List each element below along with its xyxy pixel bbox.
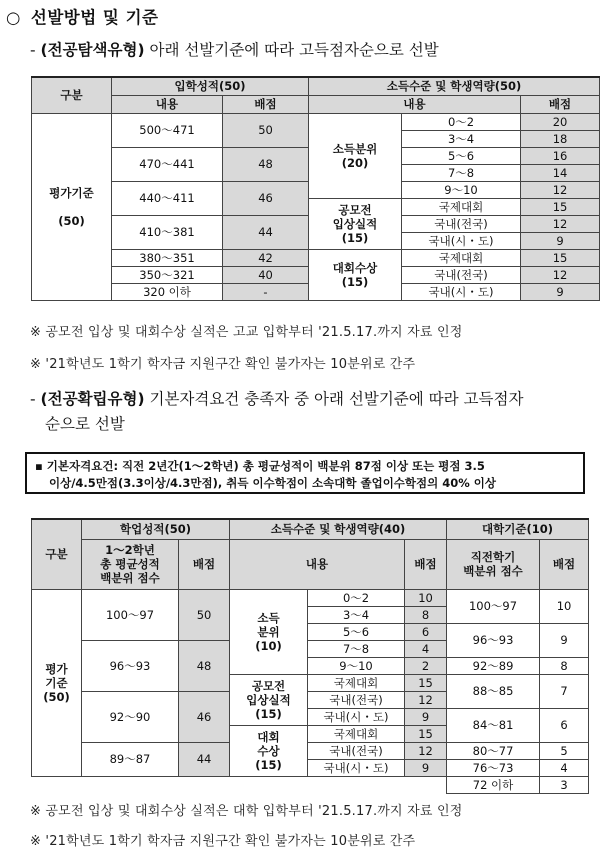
table-cell: 92～90 xyxy=(82,691,179,742)
contest-label: 공모전 입상실적 (15) xyxy=(309,198,402,249)
table-cell: 10 xyxy=(405,589,447,606)
table-cell: 6 xyxy=(405,623,447,640)
table-cell: 12 xyxy=(405,691,447,708)
table-cell: 89～87 xyxy=(82,742,179,776)
table-cell: 20 xyxy=(521,113,600,130)
table-cell: 3～4 xyxy=(308,606,405,623)
content-header: 내용 xyxy=(230,539,405,589)
table-cell: 48 xyxy=(223,147,309,181)
type2-criteria-table xyxy=(31,518,589,794)
income-header: 소득수준 및 학생역량(40) xyxy=(230,519,447,539)
income-header: 소득수준 및 학생역량(50) xyxy=(309,77,600,95)
row-label: 평가 기준 (50) xyxy=(32,589,82,776)
table-cell: 4 xyxy=(405,640,447,657)
table-cell: 3～4 xyxy=(402,130,521,147)
table-cell: 2 xyxy=(405,657,447,674)
table-cell: 44 xyxy=(179,742,230,776)
table-cell: 9 xyxy=(521,232,600,249)
table-cell: 88～85 xyxy=(447,674,540,708)
type1-note-1: ※ 공모전 입상 및 대회수상 실적은 고교 입학부터 '21.5.17.까지 자료 인정 xyxy=(30,325,463,340)
dash: - xyxy=(30,390,36,408)
grade-header: 학업성적(50) xyxy=(82,519,230,539)
table-cell: 0～2 xyxy=(402,113,521,130)
table-cell: 4 xyxy=(540,759,589,776)
table-cell: 국내(전국) xyxy=(308,691,405,708)
table-cell: 18 xyxy=(521,130,600,147)
type2-note-1: ※ 공모전 입상 및 대회수상 실적은 대학 입학부터 '21.5.17.까지 자료 인정 xyxy=(30,804,463,819)
table-cell: 15 xyxy=(405,725,447,742)
table-cell: 16 xyxy=(521,147,600,164)
table-cell: 7～8 xyxy=(402,164,521,181)
table-cell: 15 xyxy=(521,249,600,266)
award-label: 대회 수상 (15) xyxy=(230,725,308,776)
type2-description xyxy=(30,386,523,412)
table-cell: 국내(시・도) xyxy=(308,708,405,725)
score-header: 배점 xyxy=(540,539,589,589)
type2-name: (전공확립유형) xyxy=(40,390,145,408)
table-cell: 12 xyxy=(521,266,600,283)
type2-desc-line2: 순으로 선발 xyxy=(45,415,125,433)
table-cell: 국내(전국) xyxy=(308,742,405,759)
table-cell: 380～351 xyxy=(112,249,223,266)
type2-desc-line1: 기본자격요건 충족자 중 아래 선발기준에 따라 고득점자 xyxy=(149,390,524,408)
type2-note-2: ※ '21학년도 1학기 학자금 지원구간 확인 불가자는 10분위로 간주 xyxy=(30,834,416,849)
table-cell: 5～6 xyxy=(402,147,521,164)
table-cell: 50 xyxy=(223,113,309,147)
table-cell: 50 xyxy=(179,589,230,640)
award-label: 대회수상 (15) xyxy=(309,249,402,300)
table-cell: 8 xyxy=(405,606,447,623)
qualification-line-2: 이상/4.5만점(3.3이상/4.3만점), 취득 이수학점이 소속대학 졸업이수학점의 40% 이상 xyxy=(49,476,496,490)
score-header: 배점 xyxy=(521,95,600,113)
income-label: 소득분위 (20) xyxy=(309,113,402,198)
table-cell: 5 xyxy=(540,742,589,759)
table-cell: 96～93 xyxy=(82,640,179,691)
section-heading xyxy=(6,4,158,28)
table-cell: 7～8 xyxy=(308,640,405,657)
income-label: 소득 분위 (10) xyxy=(230,589,308,674)
type1-criteria-table xyxy=(31,76,600,301)
table-cell: 국제대회 xyxy=(308,674,405,691)
dash: - xyxy=(30,41,36,59)
table-cell: 12 xyxy=(405,742,447,759)
table-cell: 42 xyxy=(223,249,309,266)
table-cell: 500～471 xyxy=(112,113,223,147)
table-cell: 국내(전국) xyxy=(402,266,521,283)
table-cell: 9 xyxy=(405,759,447,776)
qualification-line-1: ▪ 기본자격요건: 직전 2년간(1～2학년) 총 평균성적이 백분위 87점 이상 또는 평점 3.5 xyxy=(35,459,485,473)
table-cell: 15 xyxy=(521,198,600,215)
table-cell: 96～93 xyxy=(447,623,540,657)
table-cell: 국내(전국) xyxy=(402,215,521,232)
table-cell: 5～6 xyxy=(308,623,405,640)
table-cell: 46 xyxy=(179,691,230,742)
table-cell: 10 xyxy=(540,589,589,623)
table-cell: 9～10 xyxy=(402,181,521,198)
type1-desc: 아래 선발기준에 따라 고득점자순으로 선발 xyxy=(149,41,439,59)
table-cell: 3 xyxy=(540,776,589,793)
table-cell: 46 xyxy=(223,181,309,215)
univ-header: 대학기준(10) xyxy=(447,519,589,539)
table-cell: 15 xyxy=(405,674,447,691)
circle-bullet-icon: ○ xyxy=(6,8,21,27)
table-cell: 350～321 xyxy=(112,266,223,283)
table-cell: 410～381 xyxy=(112,215,223,249)
type1-name: (전공탐색유형) xyxy=(40,41,145,59)
table-cell: 국제대회 xyxy=(308,725,405,742)
table-cell: 48 xyxy=(179,640,230,691)
contest-label: 공모전 입상실적 (15) xyxy=(230,674,308,725)
type1-note-2: ※ '21학년도 1학기 학자금 지원구간 확인 불가자는 10분위로 간주 xyxy=(30,357,416,372)
score-header: 배점 xyxy=(223,95,309,113)
table-cell: 14 xyxy=(521,164,600,181)
table-cell: 76～73 xyxy=(447,759,540,776)
table-cell: - xyxy=(223,283,309,300)
univ-content-header: 직전학기 백분위 점수 xyxy=(447,539,540,589)
table-cell: 7 xyxy=(540,674,589,708)
table-cell: 9 xyxy=(540,623,589,657)
table-cell: 국내(시・도) xyxy=(402,283,521,300)
table-cell: 국내(시・도) xyxy=(308,759,405,776)
table-cell: 100～97 xyxy=(447,589,540,623)
table-cell: 국제대회 xyxy=(402,198,521,215)
grade-content-header: 1～2학년 총 평균성적 백분위 점수 xyxy=(82,539,179,589)
table-cell: 8 xyxy=(540,657,589,674)
table-cell: 84～81 xyxy=(447,708,540,742)
admission-header: 입학성적(50) xyxy=(112,77,309,95)
table-cell: 72 이하 xyxy=(447,776,540,793)
table-cell: 320 이하 xyxy=(112,283,223,300)
table-cell: 440～411 xyxy=(112,181,223,215)
row-label: 평가기준 (50) xyxy=(32,113,112,300)
table-cell: 80～77 xyxy=(447,742,540,759)
score-header: 배점 xyxy=(179,539,230,589)
table-cell: 40 xyxy=(223,266,309,283)
table-cell: 6 xyxy=(540,708,589,742)
col-group-header: 구분 xyxy=(32,519,82,589)
content-header: 내용 xyxy=(309,95,521,113)
table-cell: 100～97 xyxy=(82,589,179,640)
table-cell: 12 xyxy=(521,215,600,232)
type1-description xyxy=(30,37,439,63)
table-cell: 0～2 xyxy=(308,589,405,606)
table-cell: 9 xyxy=(405,708,447,725)
table-cell: 12 xyxy=(521,181,600,198)
section-title: 선발방법 및 기준 xyxy=(30,8,159,27)
table-cell: 9 xyxy=(521,283,600,300)
content-header: 내용 xyxy=(112,95,223,113)
table-cell: 9～10 xyxy=(308,657,405,674)
table-cell: 92～89 xyxy=(447,657,540,674)
score-header: 배점 xyxy=(405,539,447,589)
table-cell: 470～441 xyxy=(112,147,223,181)
table-cell: 국제대회 xyxy=(402,249,521,266)
table-cell: 국내(시・도) xyxy=(402,232,521,249)
table-cell: 44 xyxy=(223,215,309,249)
col-group-header: 구분 xyxy=(32,77,112,113)
qualification-box xyxy=(25,452,585,494)
